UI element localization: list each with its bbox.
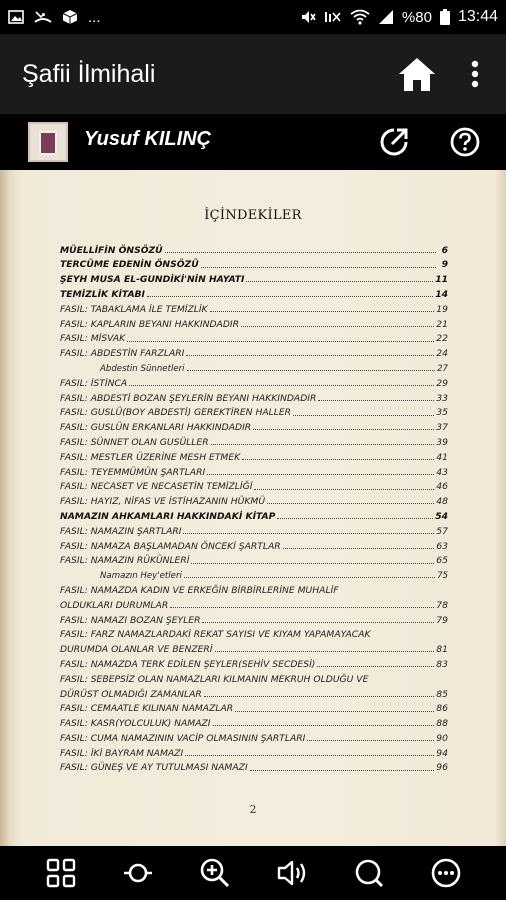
toc-entry-page: 94 [436,747,448,759]
toc-entry-page: 81 [436,644,448,656]
toc-entry-title: FASIL: NAMAZI BOZAN ŞEYLER [60,614,201,626]
toc-entry[interactable] [60,758,448,773]
volume-icon [276,857,308,889]
mute-icon [300,9,316,25]
toc-entry-page: 75 [437,570,448,581]
toc-entry-page: 88 [436,718,448,730]
toc-leader-dots [254,489,434,490]
toc-entry-title: FASIL: KAPLARIN BEYANI HAKKINDADIR [60,318,239,330]
toc-leader-dots [293,415,434,416]
toc-leader-dots [211,444,435,445]
toc-entry-title: FASIL: SEBEPSİZ OLAN NAMAZLARI KILMANIN MEKRUH OLDUĞU VE [60,673,369,685]
page-number: 2 [249,803,257,816]
toc-entry-page: 33 [436,392,448,404]
toc-entry-title: FASIL: TEYEMMÜMÜN ŞARTLARI [60,466,206,478]
toc-entry-page: 63 [436,540,448,552]
toc-leader-dots [307,740,434,741]
toc-leader-dots [129,385,434,386]
toc-entry-title: FASIL: TABAKLAMA İLE TEMİZLİK [60,303,208,315]
navigate-button[interactable] [120,855,156,891]
toc-entry-page: 29 [436,377,448,389]
toc-leader-dots [207,474,434,475]
box-icon [62,9,78,25]
toc-entry[interactable] [60,714,448,729]
toc-entry-page: 54 [435,510,448,522]
toc-entry-title: FASIL: ABDESTİ BOZAN ŞEYLERİN BEYANI HAKKINDADIR [60,392,317,404]
more-options-button[interactable] [428,855,464,891]
toc-entry-title: FASIL: SÜNNET OLAN GUSÜLLER [60,436,209,448]
toc-leader-dots [235,711,434,712]
toc-entry-title: FASIL: ABDESTİN FARZLARI [60,348,185,360]
toc-entry-page: 65 [436,555,448,567]
toc-entry[interactable] [60,373,448,388]
toc-entry-page: 35 [436,407,448,419]
toc-entry[interactable] [60,610,448,625]
toc-entry-title: FASIL: HAYIZ, NİFAS VE İSTİHAZANIN HÜKMÜ [60,496,266,508]
toc-leader-dots [267,503,434,504]
author-bar [0,114,506,170]
toc-entry[interactable] [60,699,448,714]
toc-entry[interactable] [60,447,448,462]
toc-entry[interactable] [60,684,448,699]
clock: 13:44 [457,8,498,25]
battery-level: %80 [401,8,432,26]
toc-entry-page: 41 [436,451,448,463]
help-button[interactable] [449,126,481,158]
toc-entry-title: TEMİZLİK KİTABI [60,288,145,300]
share-button[interactable] [378,126,410,158]
toc-entry[interactable] [60,403,448,418]
toc-entry-title: DÜRÜST OLMADIĞI ZAMANLAR [60,688,202,700]
toc-entry[interactable] [60,388,448,403]
toc-entry-page: 57 [436,525,448,537]
toc-entry[interactable] [60,506,448,521]
toc-entry-page: 96 [436,762,448,774]
toc-entry-title: OLDUKLARI DURUMLAR [60,599,169,611]
toc-leader-dots [210,311,435,312]
network-icon [324,9,342,25]
toc-entry-title: FASIL: CUMA NAMAZININ VACİP OLMASININ ŞARTLARI [60,732,306,744]
toc-entry-page: 27 [437,363,448,374]
toc-entry-title: FASIL: FARZ NAMAZLARDAKİ REKAT SAYISI VE KIYAM YAPAMAYACAK [60,629,371,641]
toc-entry[interactable] [60,521,448,536]
toc-leader-dots [185,755,434,756]
toc-entry-page: 46 [436,481,448,493]
toc-leader-dots [204,696,434,697]
toc-entry[interactable] [60,284,448,299]
toc-leader-dots [215,651,435,652]
toc-entry-title: FASIL: NAMAZIN RÜKÜNLERİ [60,555,190,567]
wifi-icon [350,9,370,25]
toc-entry-title: MÜELLİFİN ÖNSÖZÜ [60,244,163,256]
author-name: Yusuf KILINÇ [84,128,212,150]
toc-entry-page: 22 [436,333,448,345]
toc-entry-title: FASIL: İKİ BAYRAM NAMAZI [60,747,184,759]
book-page[interactable] [0,170,506,846]
toc-entry[interactable] [60,477,448,492]
missed-call-icon [34,10,52,24]
toc-entry-page: 11 [435,274,448,286]
toc-entry-page: 21 [436,318,448,330]
toc-entry[interactable] [60,299,448,314]
toc-entry[interactable] [60,240,448,255]
toc-entry[interactable] [60,640,448,655]
toc-entry[interactable] [60,595,448,610]
toc-entry[interactable] [60,728,448,743]
more-notifications: ... [88,8,101,26]
toc-leader-dots [165,252,436,253]
toc-leader-dots [147,296,433,297]
toc-leader-dots [201,267,436,268]
toc-entry-title: FASIL: NECASET VE NECASETİN TEMİZLİĞİ [60,481,253,493]
toc-entry-title: FASIL: NAMAZDA KADIN VE ERKEĞİN BİRBİRLERİNE MUHALİF [60,584,339,596]
toc-leader-dots [170,607,434,608]
toc-leader-dots [242,459,434,460]
toc-entry[interactable] [60,492,448,507]
toc-entry[interactable] [60,551,448,566]
toc-entry-title: FASIL: NAMAZA BAŞLAMADAN ÖNCEKİ ŞARTLAR [60,540,281,552]
toc-entry-page: 14 [435,288,448,300]
battery-icon [440,9,450,25]
toc-entry-page: 39 [436,436,448,448]
toc-leader-dots [202,622,434,623]
more-options-icon [430,857,462,889]
toc-entry-title: FASIL: GUSLÜN ERKANLARI HAKKINDADIR [60,422,252,434]
toc-entry[interactable] [60,462,448,477]
app-bar [0,34,506,114]
toc-entry-page: 78 [436,599,448,611]
search-button[interactable] [351,855,387,891]
toc-entry[interactable] [60,536,448,551]
signal-icon [378,9,394,25]
toc-entry-title: FASIL: NAMAZDA TERK EDİLEN ŞEYLER(SEHİV SECDESİ) [60,658,316,670]
toc-entry[interactable] [60,329,448,344]
toc-leader-dots [241,326,434,327]
toc-entry-page: 9 [441,259,448,271]
toc-leader-dots [317,666,434,667]
navigate-icon [122,857,154,889]
toc-entry-page: 43 [436,466,448,478]
toc-leader-dots [187,370,436,371]
toc-entry-title: ŞEYH MUSA EL-GUNDİKİ'NİN HAYATI [60,274,245,286]
status-bar [0,0,506,34]
toc-entry[interactable] [60,625,448,640]
toc-leader-dots [184,577,435,578]
toc-entry-title: NAMAZIN AHKAMLARI HAKKINDAKİ KİTAP [60,510,276,522]
toc-entry[interactable] [60,344,448,359]
overflow-menu-button[interactable] [462,56,488,92]
book-cover-thumbnail[interactable] [28,122,68,162]
search-icon [353,857,385,889]
toc-entry-page: 24 [436,348,448,360]
toc-entry-title: FASIL: GÜNEŞ VE AY TUTULMASI NAMAZI [60,762,248,774]
toc-entry-title: FASIL: CEMAATLE KILINAN NAMAZLAR [60,703,234,715]
toc-entry-page: 48 [436,496,448,508]
toc-leader-dots [250,770,435,771]
notification-icons [8,9,101,26]
zoom-in-button[interactable] [197,855,233,891]
toc-entry-title: FASIL: MİSVAK [60,333,126,345]
toc-entry-title: FASIL: GUSLÜ(BOY ABDESTİ) GEREKTİREN HALLER [60,407,292,419]
toc-entry-page: 19 [436,303,448,315]
toc-leader-dots [183,533,434,534]
home-button[interactable] [396,54,438,94]
external-link-icon [378,126,410,158]
toc-heading: İÇİNDEKİLER [204,208,302,223]
toc-entry[interactable] [60,314,448,329]
grid-button[interactable] [43,855,79,891]
toc-entry-title: TERCÜME EDENİN ÖNSÖZÜ [60,259,199,271]
toc-entry-title: FASIL: NAMAZIN ŞARTLARI [60,525,182,537]
bottom-toolbar [0,846,506,900]
toc-entry[interactable] [60,358,448,373]
toc-entry-title: DURUMDA OLANLAR VE BENZERİ [60,644,213,656]
toc-entry-page: 37 [436,422,448,434]
toc-entry[interactable] [60,432,448,447]
toc-leader-dots [186,355,434,356]
toc-leader-dots [283,548,435,549]
toc-leader-dots [191,563,434,564]
toc-leader-dots [277,518,433,519]
toc-entry[interactable] [60,743,448,758]
toc-entry[interactable] [60,418,448,433]
home-icon [397,55,437,93]
more-vert-icon [471,60,479,88]
toc-entry-page: 83 [436,658,448,670]
toc-entry[interactable] [60,255,448,270]
toc-entry-page: 6 [441,244,448,256]
app-title: Şafii İlmihali [22,59,156,88]
toc-leader-dots [253,429,434,430]
toc-list [60,240,448,773]
toc-leader-dots [213,725,435,726]
toc-entry-title: FASIL: KASR(YOLCULUK) NAMAZI [60,718,211,730]
toc-entry-title: FASIL: İSTİNCA [60,377,128,389]
toc-entry[interactable] [60,654,448,669]
toc-entry-page: 79 [436,614,448,626]
page-edge [496,170,506,846]
toc-entry[interactable] [60,270,448,285]
toc-entry-page: 90 [436,732,448,744]
help-icon [449,126,481,158]
toc-entry-title: Namazın Hey'etleri [100,570,182,581]
speaker-button[interactable] [274,855,310,891]
grid-icon [46,858,76,888]
toc-entry-page: 86 [436,703,448,715]
toc-entry[interactable] [60,566,448,581]
toc-entry-title: Abdestin Sünnetleri [100,363,185,374]
image-icon [8,10,24,24]
toc-entry[interactable] [60,669,448,684]
toc-entry-title: FASIL: MESTLER ÜZERİNE MESH ETMEK [60,451,241,463]
toc-leader-dots [246,281,433,282]
toc-leader-dots [318,400,434,401]
toc-entry[interactable] [60,580,448,595]
toc-leader-dots [127,341,434,342]
toc-entry-page: 85 [436,688,448,700]
zoom-in-icon [199,857,231,889]
